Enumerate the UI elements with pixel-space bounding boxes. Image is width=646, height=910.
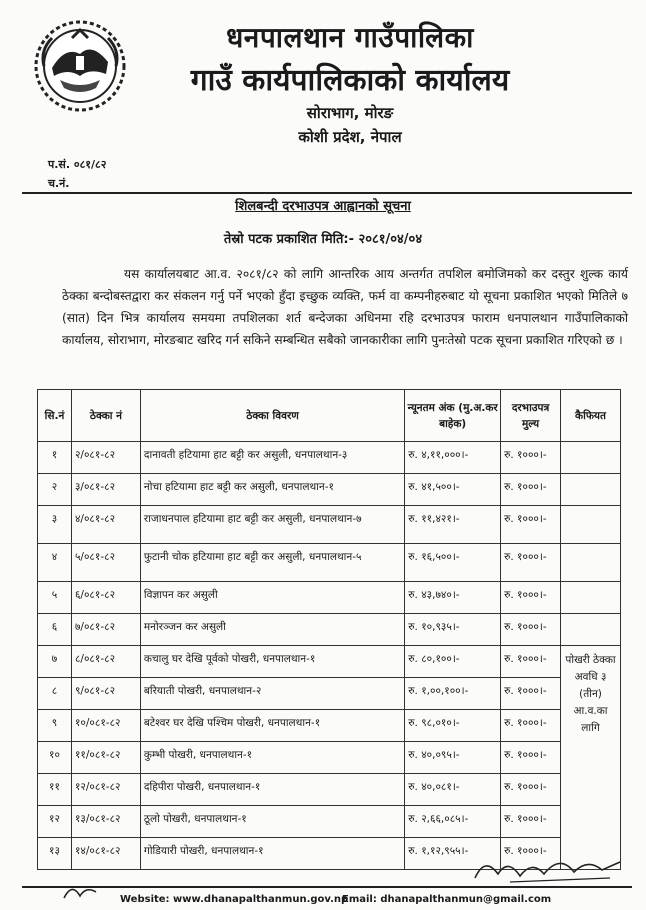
office-location: सोराभाग, मोरङ [306,104,394,122]
government-emblem-icon [30,16,130,116]
cell-remarks [561,442,621,474]
cell-remarks [561,614,621,646]
cell-sn: ५ [38,582,72,614]
cell-min-amount: रु. २,६६,०८५।- [405,806,501,838]
header-description: ठेक्का विवरण [140,390,404,442]
cell-remarks-pond: पोखरी ठेक्का अवधि ३ (तीन) आ.व.का लागि [561,646,621,870]
cell-remarks [561,544,621,582]
cell-fee: रु. १०००।- [501,838,561,870]
cell-min-amount: रु. १६,५००।- [405,544,501,582]
table-row [38,614,621,646]
cell-contract-no: ७/०८१-८२ [71,614,140,646]
cell-contract-no: १३/०८१-८२ [71,806,140,838]
footer-website: Website: www.dhanapalthanmun.gov.np [120,894,349,905]
cell-sn: २ [38,474,72,506]
cell-sn: १० [38,742,72,774]
cell-fee: रु. १०००।- [501,742,561,774]
cell-fee: रु. १०००।- [501,806,561,838]
cell-description: दानावती हटियामा हाट बट्टी कर असुली, धनपालथान-३ [140,442,404,474]
cell-sn: १३ [38,838,72,870]
notice-body: यस कार्यालयबाट आ.व. २०८१/८२ को लागि आन्तरिक आय अन्तर्गत तपशिल बमोजिमको कर दस्तुर शुल्क कार्य ठेक्का बन्दोबस्तद्वारा कर संकलन गर्नु पर्ने भएको हुँदा इच्छुक व्यक्ति, फर्म वा कम्पनीहरुबाट यो सूचना प्रकाशित भएको मितिले ७ (सात) दिन भित्र कार्यालय समयमा तपशिलका शर्त बन्देजका अधिनमा रहि दरभाउपत्र फाराम धनपालथान गाउँपालिकाको कार्यालय, सोराभाग, मोरङबाट खरिद गर्न सकिने सम्बन्धित सबैको जानकारीका लागि पुनःतेस्रो पटक सूचना प्रकाशित गरिएको छ । [62,267,628,347]
header-divider [22,192,632,194]
cell-description: विज्ञापन कर असुली [140,582,404,614]
cell-sn: १ [38,442,72,474]
cell-description: ठूलो पोखरी, धनपालथान-१ [140,806,404,838]
cell-fee: रु. १०००।- [501,582,561,614]
cell-fee: रु. १०००।- [501,442,561,474]
cell-remarks [561,506,621,544]
cell-fee: रु. १०००।- [501,678,561,710]
table-row [38,806,621,838]
footer-email: Email: dhanapalthanmun@gmail.com [342,894,552,905]
table-row [38,442,621,474]
cell-contract-no: ३/०८१-८२ [71,474,140,506]
header-min-amount: न्यूनतम अंक (मु.अ.कर बाहेक) [405,390,501,442]
office-province: कोशी प्रदेश, नेपाल [298,128,402,146]
cell-description: मनोरञ्जन कर असुली [140,614,404,646]
cell-sn: ७ [38,646,72,678]
cell-contract-no: ८/०८१-८२ [71,646,140,678]
cell-sn: ४ [38,544,72,582]
header-contract-no: ठेक्का नं [71,390,140,442]
cell-min-amount: रु. ८०,१००।- [405,646,501,678]
cell-sn: ३ [38,506,72,544]
cell-fee: रु. १०००।- [501,474,561,506]
cell-min-amount: रु. ११,४२१।- [405,506,501,544]
cell-description: दहिपीरा पोखरी, धनपालथान-१ [140,774,404,806]
cell-description: कचालु घर देखि पूर्वको पोखरी, धनपालथान-१ [140,646,404,678]
cell-sn: ८ [38,678,72,710]
cell-description: बरियाती पोखरी, धनपालथान-२ [140,678,404,710]
cell-description: कुम्भी पोखरी, धनपालथान-१ [140,742,404,774]
table-row [38,506,621,544]
cell-contract-no: ६/०८१-८२ [71,582,140,614]
table-row [38,742,621,774]
cell-min-amount: रु. ४०,०८१।- [405,774,501,806]
cell-description: नोचा हटियामा हाट बट्टी कर असुली, धनपालथान-१ [140,474,404,506]
cell-sn: ११ [38,774,72,806]
table-row [38,646,621,678]
cell-contract-no: ५/०८१-८२ [71,544,140,582]
cell-min-amount: रु. ९८,०१०।- [405,710,501,742]
table-row [38,474,621,506]
cell-description: फुटानी चोक हटियामा हाट बट्टी कर असुली, धनपालथान-५ [140,544,404,582]
cell-contract-no: ९/०८१-८२ [71,678,140,710]
cell-fee: रु. १०००।- [501,774,561,806]
cell-description: बटेश्वर घर देखि पश्चिम पोखरी, धनपालथान-१ [140,710,404,742]
notice-title: शिलबन्दी दरभाउपत्र आह्वानको सूचना [235,199,411,214]
cell-contract-no: १४/०८१-८२ [71,838,140,870]
cell-remarks [561,474,621,506]
cell-min-amount: रु. ४३,७४०।- [405,582,501,614]
table-row [38,710,621,742]
cell-min-amount: रु. १,१२,९५५।- [405,838,501,870]
cell-remarks [561,582,621,614]
municipality-name: धनपालथान गाउँपालिका [226,21,474,54]
initials-mark [62,880,102,902]
cell-sn: १२ [38,806,72,838]
cell-fee: रु. १०००।- [501,710,561,742]
table-row [38,678,621,710]
cell-sn: ६ [38,614,72,646]
cell-contract-no: ११/०८१-८२ [71,742,140,774]
cell-fee: रु. १०००।- [501,506,561,544]
cell-min-amount: रु. १,००,१००।- [405,678,501,710]
header-fee: दरभाउपत्र मुल्य [501,390,561,442]
cell-contract-no: १०/०८१-८२ [71,710,140,742]
office-name: गाउँ कार्यपालिकाको कार्यालय [190,63,510,98]
cell-description: राजाधनपाल हटियामा हाट बट्टी कर असुली, धनपालथान-७ [140,506,404,544]
cell-min-amount: रु. १०,९३५।- [405,614,501,646]
cell-min-amount: रु. ४०,०९५।- [405,742,501,774]
contract-table [37,389,621,870]
cell-fee: रु. १०००।- [501,544,561,582]
header-sn: सि.नं [38,390,72,442]
handwritten-signature [470,848,630,888]
cell-description: गोडियारी पोखरी, धनपालथान-१ [140,838,404,870]
cell-contract-no: ४/०८१-८२ [71,506,140,544]
cell-contract-no: १२/०८१-८२ [71,774,140,806]
dispatch-number: च.नं. [48,177,70,190]
ref-number: प.सं. ०८१/८२ [48,158,107,171]
table-row [38,582,621,614]
cell-contract-no: २/०८१-८२ [71,442,140,474]
cell-min-amount: रु. ४,११,०००।- [405,442,501,474]
publication-date: तेस्रो पटक प्रकाशित मिति:- २०८१/०४/०४ [223,232,423,247]
cell-fee: रु. १०००।- [501,614,561,646]
table-header-row [38,390,621,442]
footer-divider [22,886,632,888]
table-row [38,544,621,582]
cell-min-amount: रु. ४१,५००।- [405,474,501,506]
cell-fee: रु. १०००।- [501,646,561,678]
header-remarks: कैफियत [561,390,621,442]
table-row [38,774,621,806]
cell-sn: ९ [38,710,72,742]
